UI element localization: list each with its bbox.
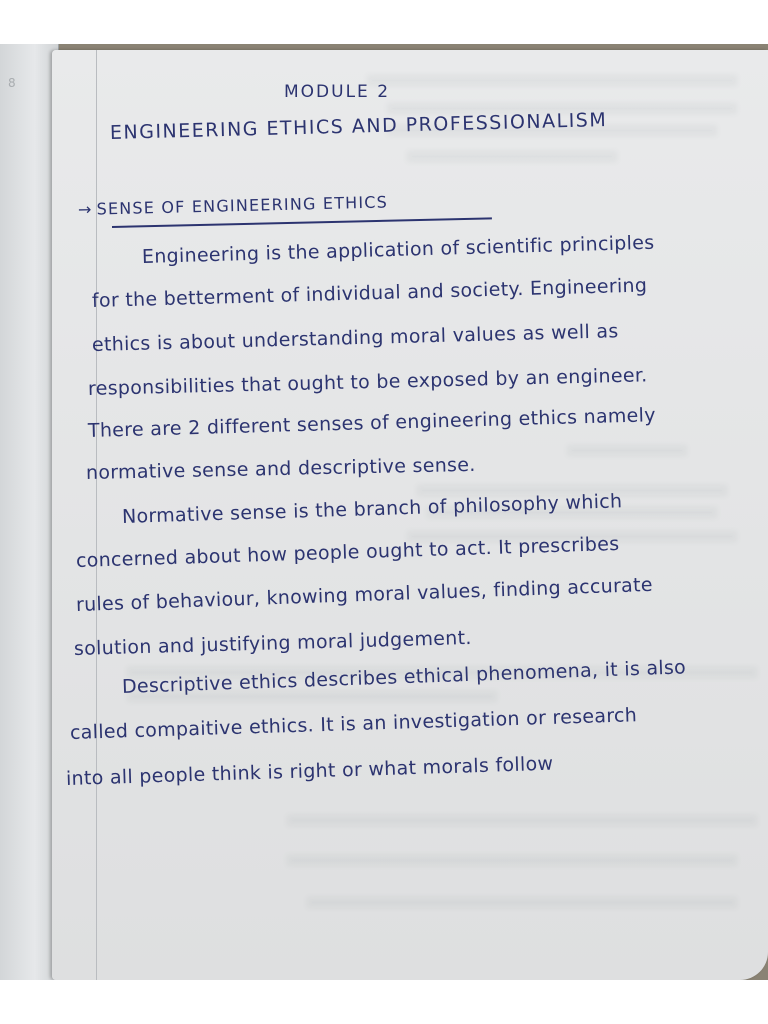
text-line: for the betterment of individual and society. Engineering bbox=[91, 274, 648, 312]
text-line: solution and justifying moral judgement. bbox=[73, 626, 472, 660]
section-heading bbox=[78, 192, 388, 219]
text-line: There are 2 different senses of engineering ethics namely bbox=[87, 404, 657, 442]
arrow-icon: → bbox=[77, 199, 93, 219]
text-line: called compaitive ethics. It is an investigation or research bbox=[69, 704, 638, 744]
module-label: MODULE 2 bbox=[284, 82, 391, 102]
text-line: normative sense and descriptive sense. bbox=[85, 453, 476, 484]
left-notebook-page bbox=[0, 44, 59, 980]
notebook-page bbox=[52, 50, 768, 980]
text-line: into all people think is right or what morals follow bbox=[65, 752, 554, 790]
text-line: ethics is about understanding moral values as well as bbox=[91, 320, 619, 356]
text-line: concerned about how people ought to act. It prescribes bbox=[75, 532, 620, 572]
heading-underline bbox=[112, 217, 492, 227]
handwritten-notes bbox=[52, 50, 768, 980]
page-title: ENGINEERING ETHICS AND PROFESSIONALISM bbox=[109, 108, 608, 144]
text-line: rules of behaviour, knowing moral values, finding accurate bbox=[75, 573, 654, 616]
text-line: Descriptive ethics describes ethical phenomena, it is also bbox=[121, 656, 687, 698]
left-page-mark: 8 bbox=[8, 76, 16, 90]
section-heading-text: SENSE OF ENGINEERING ETHICS bbox=[96, 192, 389, 219]
text-line: responsibilities that ought to be exposed by an engineer. bbox=[87, 364, 648, 400]
text-line: Engineering is the application of scientific principles bbox=[141, 231, 655, 268]
notebook-photo bbox=[0, 44, 768, 980]
text-line: Normative sense is the branch of philosophy which bbox=[121, 490, 623, 528]
